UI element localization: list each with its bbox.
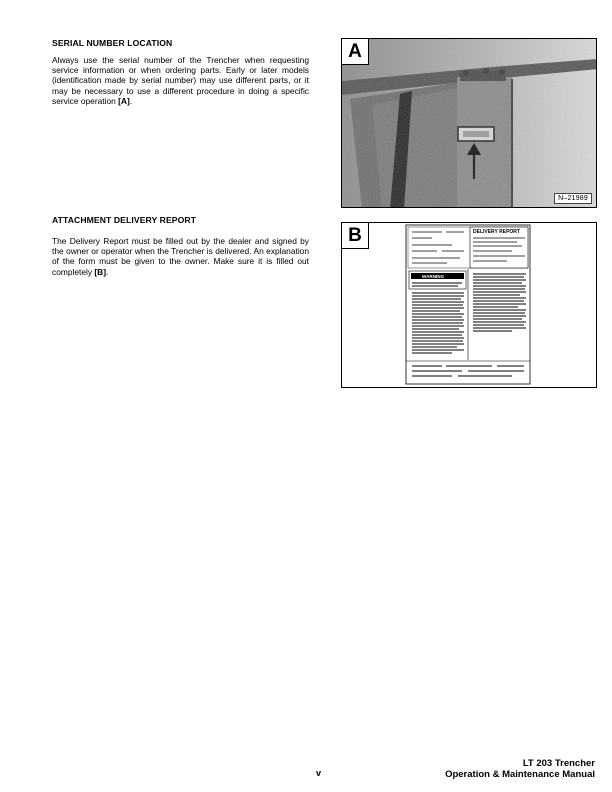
section-body-serial-number: Always use the serial number of the Trencher when requesting service information or when ordering parts. Early or later models (identification made by serial number) may use different parts, or it may be necessary to use a different procedure in doing a specific service operation [A]. bbox=[52, 55, 309, 106]
footer-title-line-1: LT 203 Trencher bbox=[522, 758, 595, 769]
serial-plate-photo bbox=[342, 39, 597, 208]
page-number: v bbox=[316, 768, 322, 778]
section-heading-serial-number: SERIAL NUMBER LOCATION bbox=[52, 38, 173, 48]
warning-label: WARNING bbox=[422, 274, 445, 279]
footer-title-line-2: Operation & Maintenance Manual bbox=[445, 769, 595, 780]
figure-ref-a: [A] bbox=[118, 95, 130, 106]
figure-b-delivery-report-form bbox=[341, 222, 597, 388]
section-heading-delivery-report: ATTACHMENT DELIVERY REPORT bbox=[52, 215, 197, 225]
photo-id-label: N–21989 bbox=[554, 193, 592, 204]
figure-a-serial-plate-photo bbox=[341, 38, 597, 208]
figure-label-a: A bbox=[341, 38, 369, 65]
section-body-delivery-report: The Delivery Report must be filled out by the dealer and signed by the owner or operator when the Trencher is delivered. An explanation of the form must be given to the owner. Make sure it is filled out completely [B]. bbox=[52, 236, 309, 277]
footer-manual-title bbox=[445, 758, 595, 780]
figure-label-b: B bbox=[341, 222, 369, 249]
figure-ref-b: [B] bbox=[94, 266, 106, 277]
form-title: DELIVERY REPORT bbox=[473, 229, 520, 235]
delivery-report-form-illustration bbox=[342, 223, 597, 388]
